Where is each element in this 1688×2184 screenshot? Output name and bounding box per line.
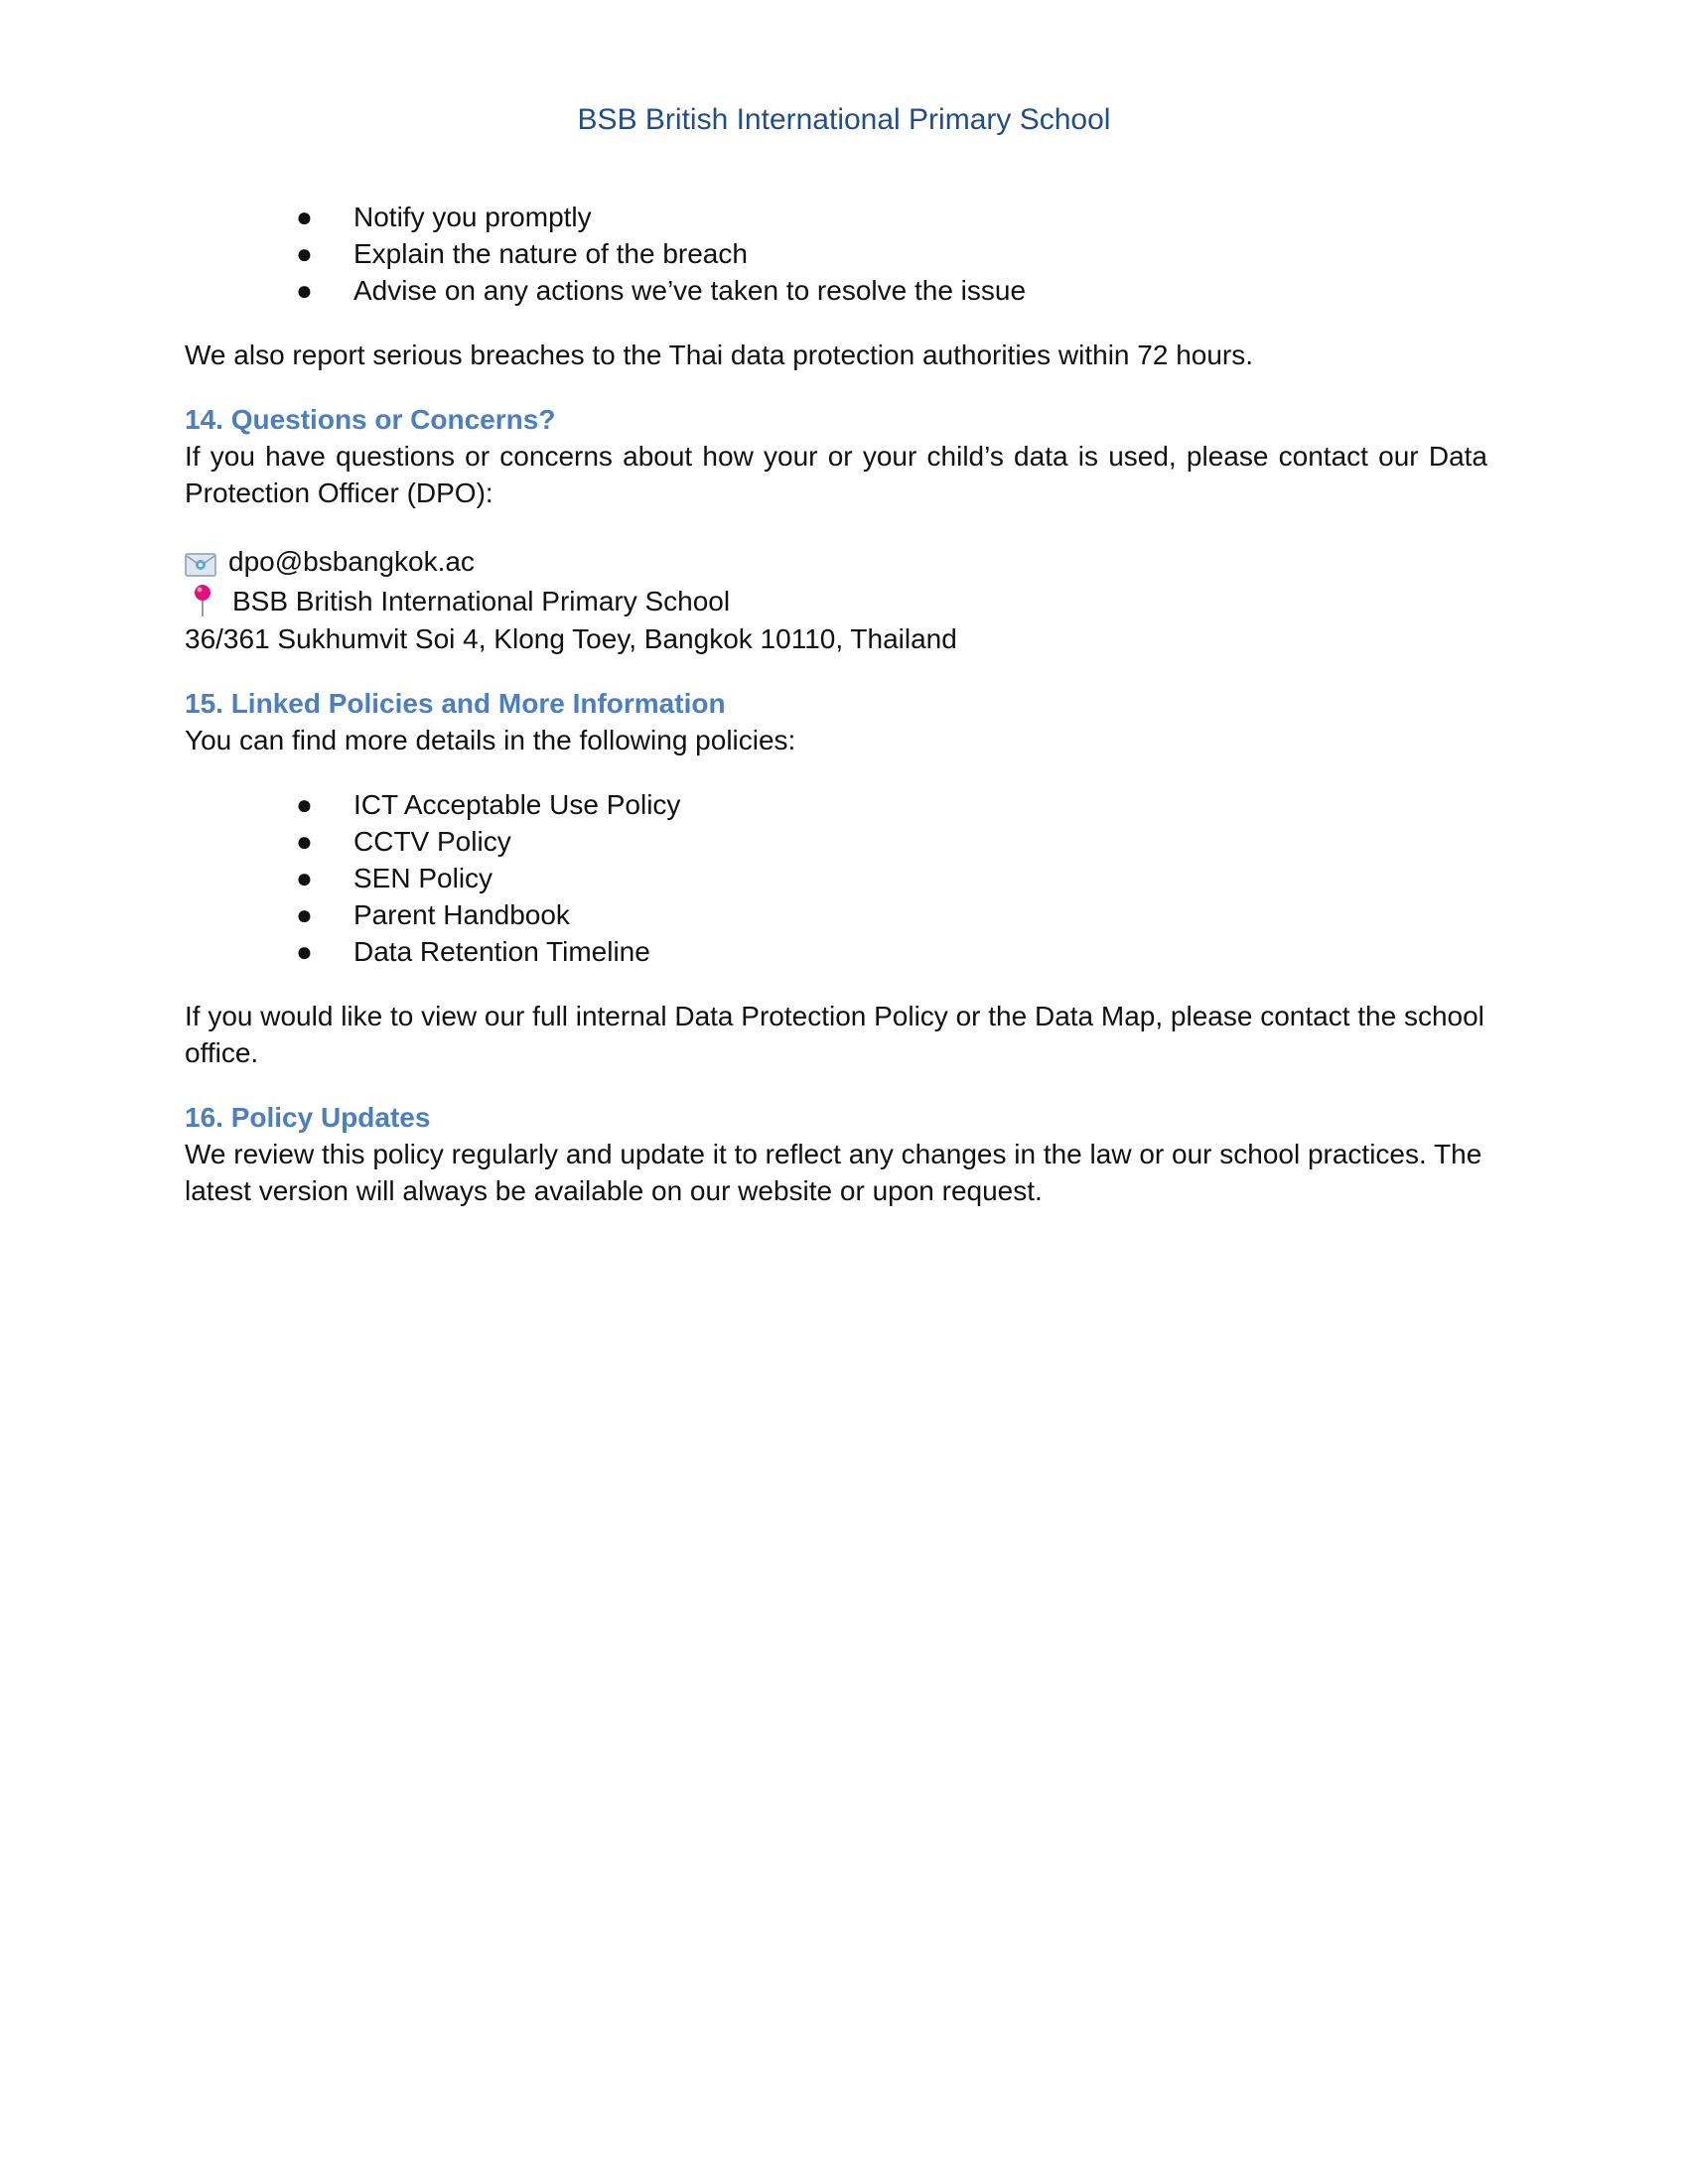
linked-policies-list xyxy=(185,786,1487,970)
section-15-outro: If you would like to view our full internal Data Protection Policy or the Data Map, please contact the school office. xyxy=(185,1001,1484,1068)
bullet-glyph: ● xyxy=(296,863,313,893)
bullet-glyph: ● xyxy=(296,936,313,967)
list-item xyxy=(185,933,1487,970)
document-body xyxy=(185,199,1487,1209)
section-16-heading: 16. Policy Updates xyxy=(185,1102,431,1133)
bullet-glyph: ● xyxy=(296,275,313,306)
bullet-glyph: ● xyxy=(296,202,313,232)
contact-email[interactable]: dpo@bsbangkok.ac xyxy=(228,545,475,577)
list-item-text: Notify you promptly xyxy=(353,202,592,232)
page-header-school-name: BSB British International Primary School xyxy=(577,103,1111,136)
policy-name: ICT Acceptable Use Policy xyxy=(353,789,681,820)
breach-report-paragraph: We also report serious breaches to the Thai data protection authorities within 72 hours. xyxy=(185,340,1254,370)
list-item xyxy=(185,860,1487,896)
section-16-body: We review this policy regularly and update it to reflect any changes in the law or our school practices. The latest version will always be available on our website or upon request. xyxy=(185,1139,1482,1206)
section-14-heading: 14. Questions or Concerns? xyxy=(185,404,556,435)
list-item-text: Explain the nature of the breach xyxy=(353,238,748,269)
list-item xyxy=(185,896,1487,933)
contact-address-line xyxy=(185,581,1487,620)
list-item xyxy=(185,235,1487,272)
list-item-text: Advise on any actions we’ve taken to resolve the issue xyxy=(353,275,1027,306)
bullet-glyph: ● xyxy=(296,899,313,930)
list-item xyxy=(185,786,1487,823)
policy-name: SEN Policy xyxy=(353,863,493,893)
policy-name: Data Retention Timeline xyxy=(353,936,650,967)
address-line-1: BSB British International Primary School xyxy=(232,585,731,616)
bullet-glyph: ● xyxy=(296,826,313,857)
bullet-glyph: ● xyxy=(296,789,313,820)
pin-icon xyxy=(191,584,214,617)
bullet-glyph: ● xyxy=(296,238,313,269)
policy-name: Parent Handbook xyxy=(353,899,570,930)
section-15-intro: You can find more details in the following policies: xyxy=(185,725,796,755)
list-item xyxy=(185,199,1487,235)
envelope-icon xyxy=(185,549,216,573)
contact-email-line xyxy=(185,541,1487,581)
policy-name: CCTV Policy xyxy=(353,826,511,857)
section-15-heading: 15. Linked Policies and More Information xyxy=(185,688,726,719)
breach-actions-list xyxy=(185,199,1487,309)
list-item xyxy=(185,272,1487,309)
list-item xyxy=(185,823,1487,860)
section-14-body: If you have questions or concerns about how your or your child’s data is used, please contact our Data Protection Officer (DPO): xyxy=(185,441,1487,508)
address-line-2: 36/361 Sukhumvit Soi 4, Klong Toey, Bangkok 10110, Thailand xyxy=(185,623,957,654)
